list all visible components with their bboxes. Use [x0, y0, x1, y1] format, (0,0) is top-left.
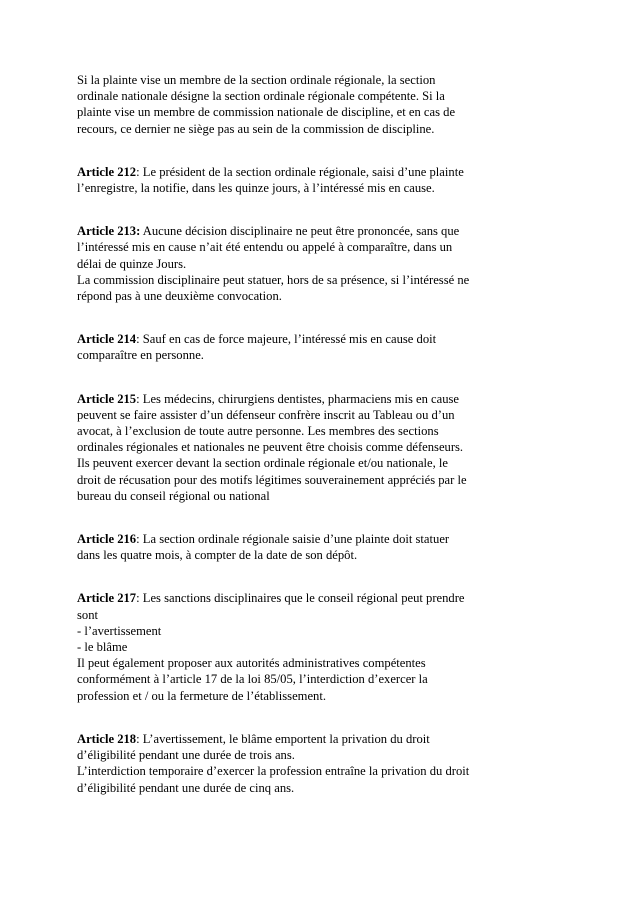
- article-heading: Article 213:: [77, 224, 141, 239]
- text-line: dans les quatre mois, à compter de la date de son dépôt.: [77, 548, 358, 563]
- text-line: [77, 731, 497, 747]
- paragraph-gap: [77, 304, 497, 331]
- paragraph-gap: [77, 704, 497, 731]
- text-line: d’éligibilité pendant une durée de trois ans.: [77, 748, 295, 763]
- intro-paragraph: [77, 72, 497, 137]
- paragraph-gap: [77, 196, 497, 223]
- text-line: ordinale nationale désigne la section ordinale régionale compétente. Si la: [77, 89, 445, 104]
- article-heading: Article 212: [77, 164, 137, 179]
- text-line: bureau du conseil régional ou national: [77, 488, 270, 503]
- text-line: profession et / ou la fermeture de l’établissement.: [77, 688, 326, 703]
- text-line: comparaître en personne.: [77, 348, 204, 363]
- article-text: : Sauf en cas de force majeure, l’intéressé mis en cause doit: [136, 332, 437, 347]
- article-214: [77, 331, 497, 363]
- article-heading: Article 216: [77, 532, 137, 547]
- paragraph-gap: [77, 563, 497, 590]
- text-line: ordinales régionales et nationales ne peuvent être choisis comme défenseurs.: [77, 440, 464, 455]
- text-line: conformément à l’article 17 de la loi 85/05, l’interdiction d’exercer la: [77, 672, 428, 687]
- paragraph-gap: [77, 504, 497, 531]
- article-text: Aucune décision disciplinaire ne peut être prononcée, sans que: [140, 224, 460, 239]
- text-line: recours, ce dernier ne siège pas au sein de la commission de discipline.: [77, 121, 435, 136]
- text-line: - le blâme: [77, 640, 128, 655]
- article-212: [77, 164, 497, 196]
- text-line: peuvent se faire assister d’un défenseur confrère inscrit au Tableau ou d’un: [77, 407, 455, 422]
- text-line: - l’avertissement: [77, 623, 162, 638]
- article-heading: Article 217: [77, 591, 137, 606]
- text-line: plainte vise un membre de commission nationale de discipline, et en cas de: [77, 105, 456, 120]
- article-text: : Les médecins, chirurgiens dentistes, pharmaciens mis en cause: [136, 391, 460, 406]
- text-line: La commission disciplinaire peut statuer, hors de sa présence, si l’intéressé ne: [77, 272, 470, 287]
- text-line: délai de quinze Jours.: [77, 256, 187, 271]
- text-line: l’intéressé mis en cause n’ait été entendu ou appelé à comparaître, dans un: [77, 240, 453, 255]
- text-line: [77, 531, 497, 547]
- article-215: [77, 391, 497, 504]
- text-line: [77, 164, 497, 180]
- text-line: sont: [77, 607, 98, 622]
- document-page: [77, 72, 497, 796]
- article-heading: Article 214: [77, 332, 137, 347]
- paragraph-gap: [77, 364, 497, 391]
- text-line: L’interdiction temporaire d’exercer la profession entraîne la privation du droit: [77, 764, 470, 779]
- article-216: [77, 531, 497, 563]
- text-line: avocat, à l’exclusion de toute autre personne. Les membres des sections: [77, 424, 439, 439]
- article-text: : Le président de la section ordinale régionale, saisi d’une plainte: [136, 164, 464, 179]
- article-217: [77, 590, 497, 703]
- text-line: d’éligibilité pendant une durée de cinq ans.: [77, 780, 295, 795]
- article-text: : L’avertissement, le blâme emportent la privation du droit: [136, 731, 430, 746]
- article-text: : La section ordinale régionale saisie d’une plainte doit statuer: [136, 532, 450, 547]
- text-line: l’enregistre, la notifie, dans les quinze jours, à l’intéressé mis en cause.: [77, 181, 435, 196]
- text-line: Il peut également proposer aux autorités administratives compétentes: [77, 656, 426, 671]
- text-line: répond pas à une deuxième convocation.: [77, 289, 282, 304]
- text-line: [77, 331, 497, 347]
- text-line: [77, 223, 497, 239]
- article-text: : Les sanctions disciplinaires que le conseil régional peut prendre: [136, 591, 465, 606]
- article-213: [77, 223, 497, 304]
- article-heading: Article 218: [77, 731, 137, 746]
- article-heading: Article 215: [77, 391, 137, 406]
- text-line: [77, 590, 497, 606]
- text-line: Si la plainte vise un membre de la section ordinale régionale, la section: [77, 73, 436, 87]
- article-218: [77, 731, 497, 796]
- text-line: [77, 391, 497, 407]
- text-line: droit de récusation pour des motifs légitimes souverainement appréciés par le: [77, 472, 467, 487]
- paragraph-gap: [77, 137, 497, 164]
- text-line: Ils peuvent exercer devant la section ordinale régionale et/ou nationale, le: [77, 456, 449, 471]
